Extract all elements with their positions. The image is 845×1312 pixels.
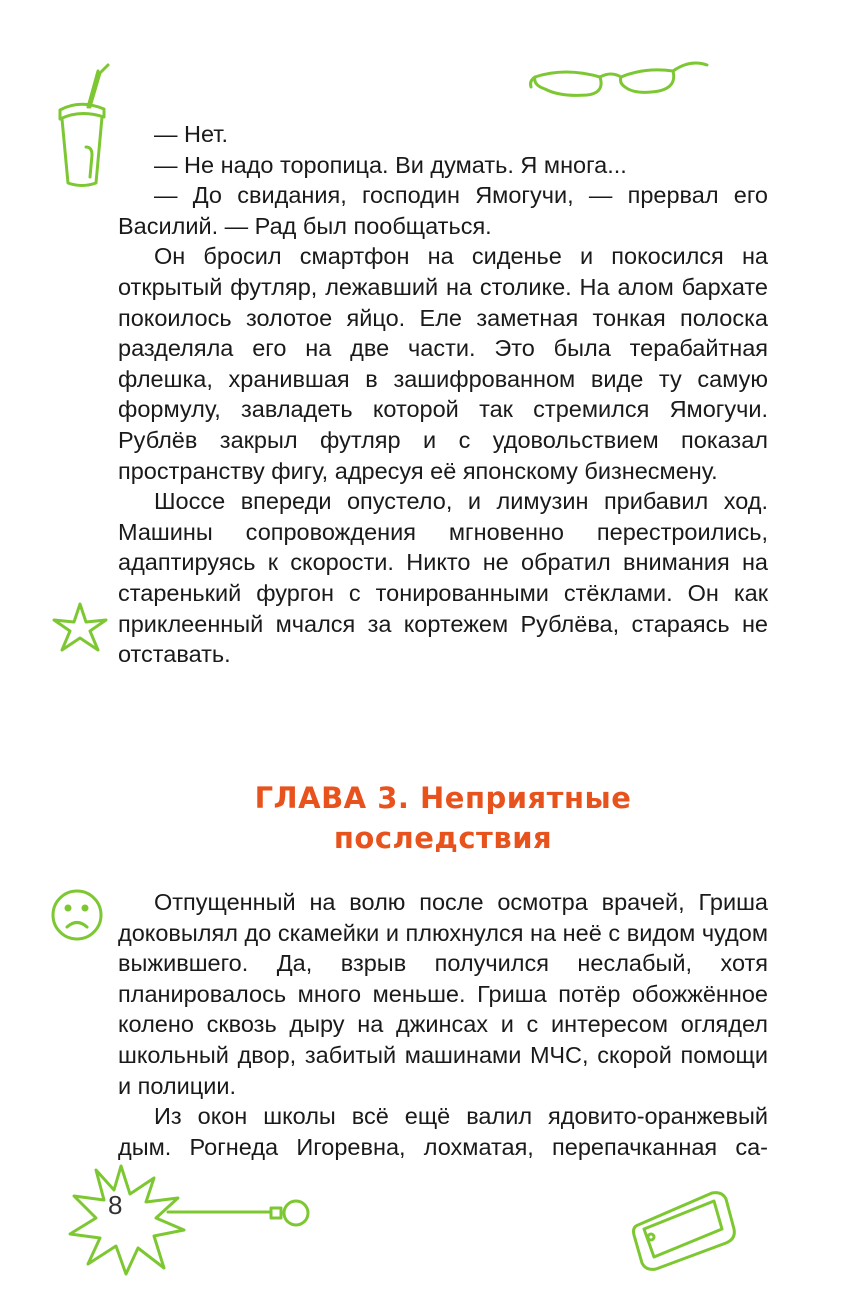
paragraph: Шоссе впереди опустело, и лимузин прибавил ход. Машины сопровождения мгновенно перестроились, адаптируясь к скорости. Никто не обратил внимания на старенький фургон с тонированными стёклами. Он как приклеенный мчался за кортежем Рублёва, стараясь не отставать.	[118, 488, 768, 668]
chapter-title	[118, 778, 768, 858]
phone-icon	[630, 1185, 740, 1275]
explosion-icon	[66, 1160, 316, 1280]
paragraph: Отпущенный на волю после осмотра врачей, Гриша доковылял до скамейки и плюхнулся на неё с видом чудом выжившего. Да, взрыв получился неслабый, хотя планировалось много меньше. Гриша потёр обожжённое колено сквозь дыру на джинсах и с интересом оглядел школьный двор, забитый машинами МЧС, скорой помощи и полиции.	[118, 889, 768, 1099]
paragraph: Из окон школы всё ещё валил ядовито-оранжевый дым. Рогнеда Игоревна, лохматая, перепачканная са-	[118, 1103, 768, 1160]
paragraph: Он бросил смартфон на сиденье и покосился на открытый футляр, лежавший на столике. На алом бархате покоилось золотое яйцо. Еле заметная тонкая полоска разделяла его на две части. Это была терабайтная флешка, хранившая в зашифрованном виде ту самую формулу, завладеть которой так стремился Ямогучи. Рублёв закрыл футляр и с удовольствием показал пространству фигу, адресуя её японскому бизнесмену.	[118, 243, 768, 484]
page-number: 8	[108, 1190, 123, 1220]
paragraph: — Не надо торопица. Ви думать. Я многа...	[154, 151, 627, 178]
chapter-title-line-2: последствия	[333, 821, 553, 855]
section-1-text	[118, 119, 768, 670]
sad-face-icon	[47, 885, 107, 945]
chapter-title-line-1: ГЛАВА 3. Неприятные	[254, 781, 632, 815]
section-2-text	[118, 887, 768, 1162]
bomb-icon	[168, 1201, 308, 1225]
star-icon	[50, 600, 110, 655]
paragraph: — Нет.	[154, 121, 228, 147]
cup-icon	[48, 55, 118, 190]
glasses-icon	[525, 55, 715, 110]
paragraph: — До свидания, господин Ямогучи, — прервал его Василий. — Рад был пообщаться.	[118, 182, 768, 239]
